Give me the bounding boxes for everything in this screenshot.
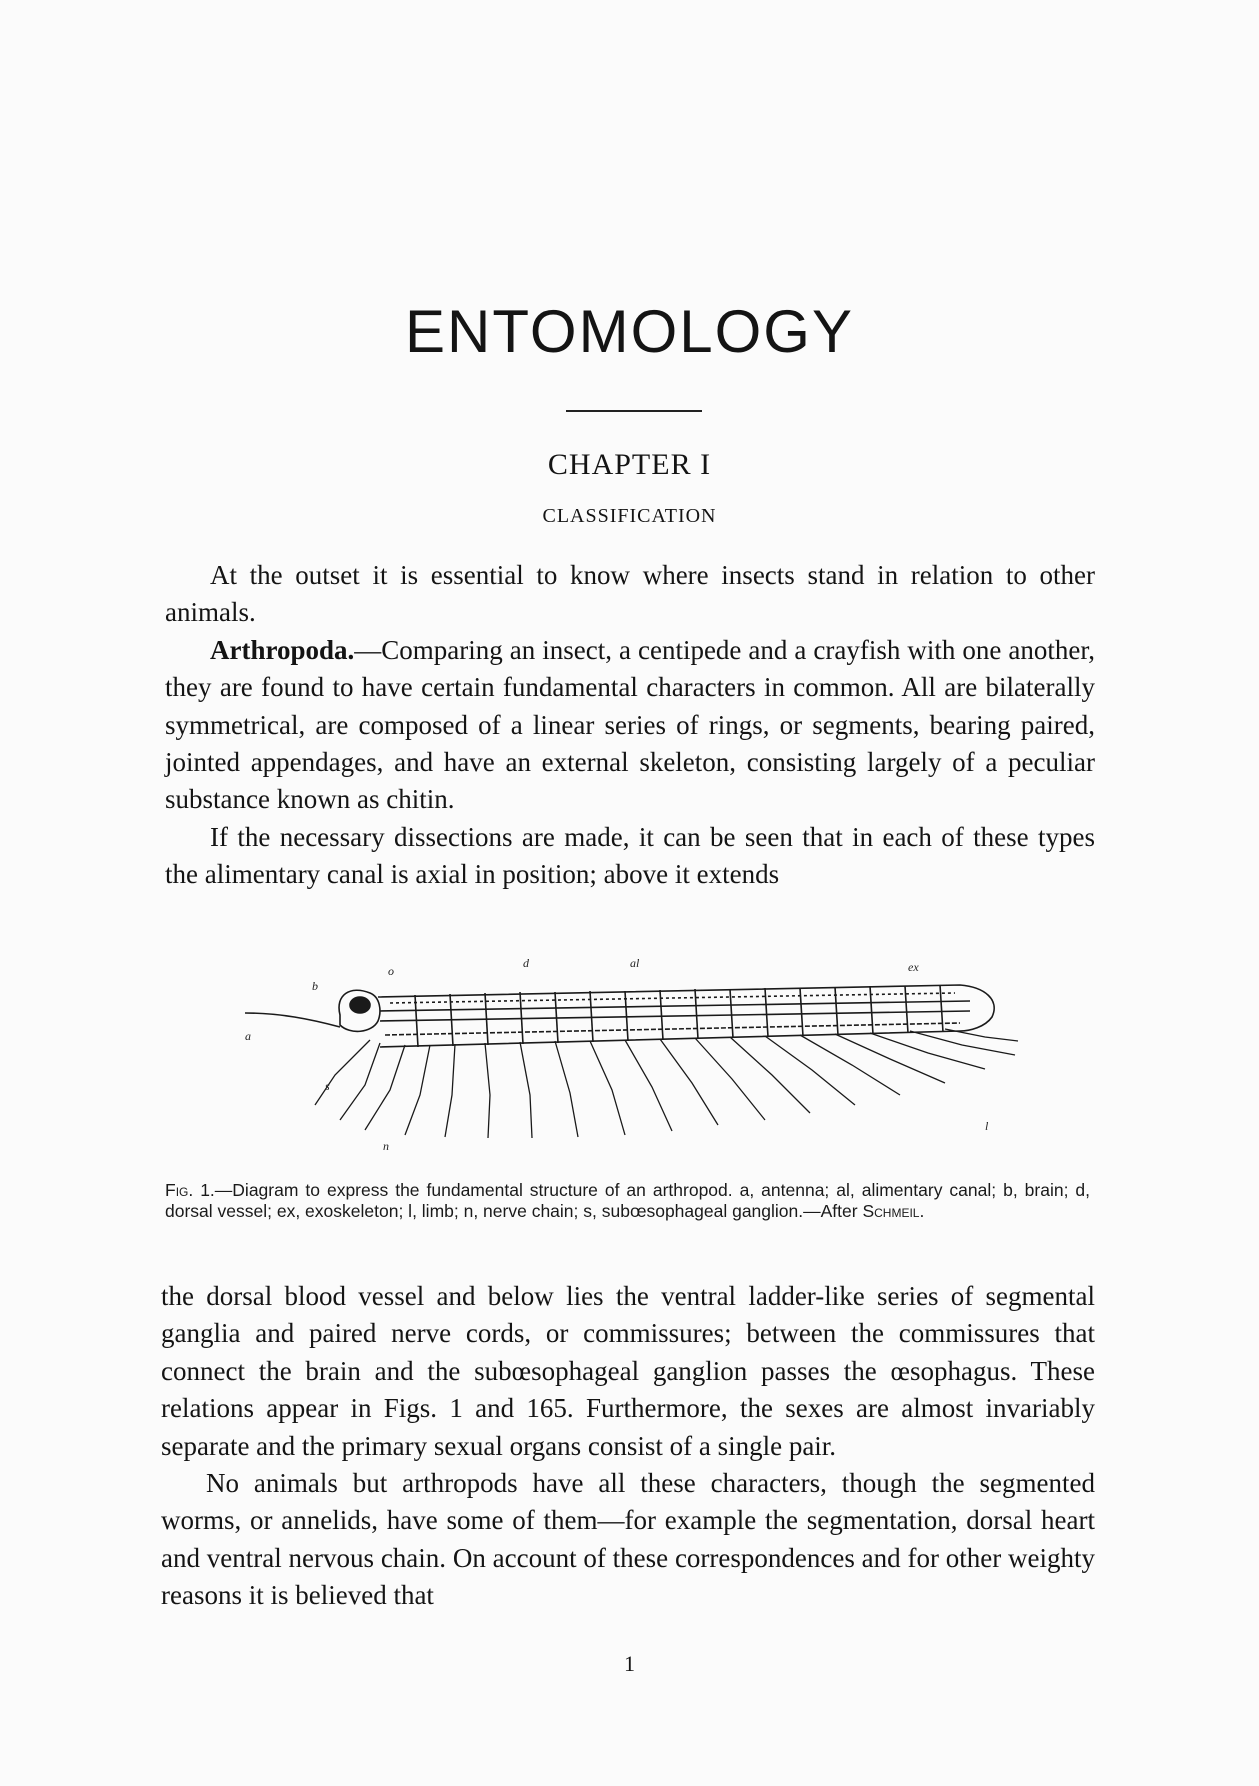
chapter-title: CLASSIFICATION bbox=[542, 505, 717, 527]
label-o: o bbox=[388, 964, 394, 978]
alimentary-canal-top bbox=[380, 1001, 970, 1011]
body-text-bottom bbox=[161, 1278, 1095, 1615]
chapter-number: CHAPTER I bbox=[547, 448, 712, 481]
label-b: b bbox=[312, 979, 318, 993]
figure-caption bbox=[165, 1180, 1090, 1222]
paragraph-text: —Comparing an insect, a centipede and a crayfish with one another, they are found to have certain fundamental characters in common. All are bilaterally symmetrical, are composed of a linear series of rings, or segments, bearing paired, jointed appendages, and have an external skeleton, consisting largely of a peculiar substance known as chitin. bbox=[165, 634, 1095, 815]
arthropod-figure bbox=[240, 955, 1020, 1155]
paragraph: No animals but arthropods have all these characters, though the segmented worms, or annelids, have some of them—for example the segmentation, dorsal heart and ventral nervous chain. On account of these correspondences and for other weighty reasons it is believed that bbox=[161, 1468, 1095, 1611]
label-l: l bbox=[985, 1119, 989, 1133]
body-text-top bbox=[165, 557, 1095, 894]
caption-text: —Diagram to express the fundamental structure of an arthropod. a, antenna; al, alimentary canal; b, brain; d, dorsal vessel; ex, exoskeleton; l, limb; n, nerve chain; s, subœsophageal ganglion.—After bbox=[165, 1180, 1090, 1221]
paragraph bbox=[165, 632, 1095, 819]
label-n: n bbox=[383, 1139, 389, 1153]
figure-labels bbox=[245, 956, 989, 1153]
antenna-line bbox=[245, 1013, 340, 1027]
arthropod-diagram bbox=[240, 955, 1020, 1155]
caption-source: Schmeil. bbox=[862, 1201, 925, 1221]
label-al: al bbox=[630, 956, 640, 970]
label-ex: ex bbox=[908, 960, 919, 974]
paragraph: the dorsal blood vessel and below lies the ventral ladder-like series of segmental ganglia and paired nerve cords, or commissures; between the commissures that connect the brain and the subœsophageal ganglion passes the œsophagus. These relations appear in Figs. 1 and 165. Furthermore, the sexes are almost invariably separate and the primary sexual organs consist of a single pair. bbox=[161, 1281, 1095, 1461]
paragraph: At the outset it is essential to know where insects stand in relation to other animals. bbox=[165, 560, 1095, 628]
run-in-heading: Arthropoda. bbox=[210, 634, 355, 665]
figure-number: Fig. 1. bbox=[165, 1180, 215, 1200]
label-s: s bbox=[325, 1079, 330, 1093]
page-number: 1 bbox=[624, 1651, 635, 1676]
alimentary-canal-bottom bbox=[380, 1011, 970, 1021]
brain-shape bbox=[350, 997, 370, 1013]
book-title: ENTOMOLOGY bbox=[405, 298, 854, 365]
label-a: a bbox=[245, 1029, 251, 1043]
label-d: d bbox=[523, 956, 529, 970]
paragraph: If the necessary dissections are made, it can be seen that in each of these types the alimentary canal is axial in position; above it extends bbox=[165, 821, 1095, 890]
title-rule bbox=[566, 410, 702, 412]
